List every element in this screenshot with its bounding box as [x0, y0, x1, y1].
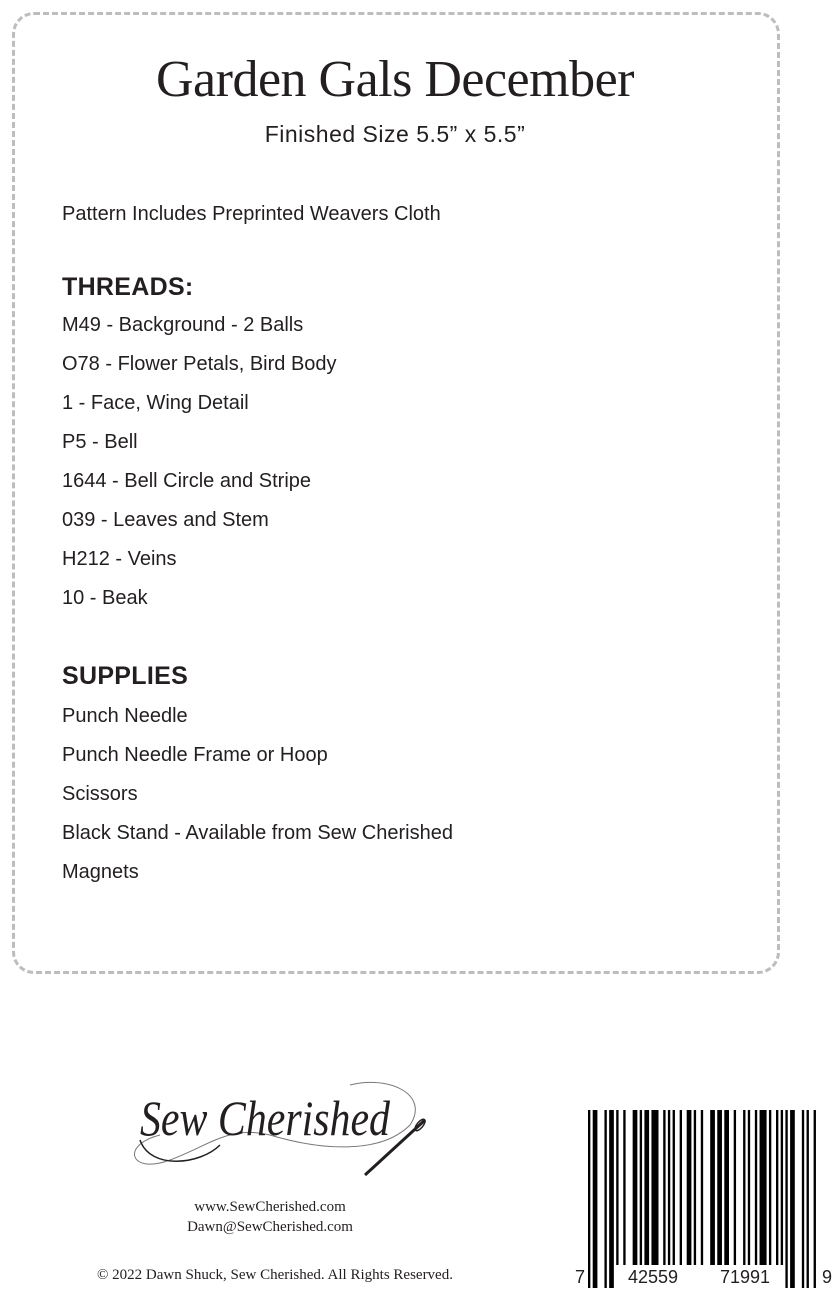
- barcode-bar: [616, 1110, 618, 1265]
- copyright: © 2022 Dawn Shuck, Sew Cherished. All Rights Reserved.: [97, 1267, 453, 1283]
- barcode-digits-right: 71991: [720, 1267, 771, 1287]
- barcode-bar: [724, 1110, 729, 1265]
- barcode-bar: [807, 1110, 809, 1288]
- threads-item: 1 - Face, Wing Detail: [62, 392, 249, 414]
- supplies-item: Black Stand - Available from Sew Cherished: [62, 822, 453, 844]
- barcode-bar: [687, 1110, 692, 1265]
- barcode-bar: [717, 1110, 722, 1265]
- barcode-bar: [593, 1110, 598, 1288]
- barcode-bar: [781, 1110, 783, 1265]
- sew-cherished-logo: [120, 1065, 440, 1185]
- supplies-item: Punch Needle: [62, 705, 188, 727]
- barcode-bar: [769, 1110, 771, 1265]
- barcode-bar: [644, 1110, 649, 1265]
- barcode-bar: [790, 1110, 795, 1288]
- barcode-bar: [701, 1110, 703, 1265]
- barcode-bar: [785, 1110, 787, 1288]
- barcode-bar: [640, 1110, 642, 1265]
- supplies-item: Scissors: [62, 783, 138, 805]
- barcode-bar: [680, 1110, 682, 1265]
- includes-note: Pattern Includes Preprinted Weavers Cloth: [62, 203, 441, 225]
- barcode-bar: [760, 1110, 767, 1265]
- threads-item: 1644 - Bell Circle and Stripe: [62, 470, 312, 492]
- barcode-digits-left: 42559: [628, 1267, 679, 1287]
- threads-item: O78 - Flower Petals, Bird Body: [62, 353, 337, 375]
- website-link[interactable]: www.SewCherished.com: [194, 1199, 346, 1215]
- barcode-bar: [748, 1110, 750, 1265]
- upc-barcode: [588, 1110, 816, 1288]
- threads-item: M49 - Background - 2 Balls: [62, 314, 304, 336]
- barcode-bar: [623, 1110, 625, 1265]
- barcode-bar: [755, 1110, 757, 1265]
- barcode-bar: [673, 1110, 675, 1265]
- barcode-bar: [633, 1110, 638, 1265]
- barcode-bar: [694, 1110, 696, 1265]
- barcode-digit-last: 9: [822, 1267, 833, 1287]
- barcode-bar: [802, 1110, 804, 1288]
- page-title: Garden Gals December: [156, 51, 634, 108]
- supplies-heading: SUPPLIES: [62, 662, 189, 690]
- barcode-bar: [776, 1110, 778, 1265]
- threads-item: 039 - Leaves and Stem: [62, 509, 269, 531]
- barcode-bar: [609, 1110, 614, 1288]
- threads-item: 10 - Beak: [62, 587, 148, 609]
- svg-text:Sew Cherished: Sew Cherished: [140, 1090, 391, 1146]
- barcode-bar: [668, 1110, 670, 1265]
- barcode-bar: [814, 1110, 816, 1288]
- finished-size: Finished Size 5.5” x 5.5”: [264, 121, 526, 147]
- supplies-item: Punch Needle Frame or Hoop: [62, 744, 328, 766]
- barcode-digit-first: 7: [575, 1267, 586, 1287]
- barcode-bar: [604, 1110, 606, 1288]
- barcode-bar: [743, 1110, 745, 1265]
- threads-item: H212 - Veins: [62, 548, 177, 570]
- barcode-bar: [651, 1110, 658, 1265]
- threads-heading: THREADS:: [62, 273, 194, 301]
- email-link[interactable]: Dawn@SewCherished.com: [187, 1219, 353, 1235]
- threads-item: P5 - Bell: [62, 431, 138, 453]
- barcode-bar: [710, 1110, 715, 1265]
- barcode-bar: [663, 1110, 665, 1265]
- barcode-bar: [588, 1110, 590, 1288]
- barcode-bar: [734, 1110, 736, 1265]
- supplies-item: Magnets: [62, 861, 139, 883]
